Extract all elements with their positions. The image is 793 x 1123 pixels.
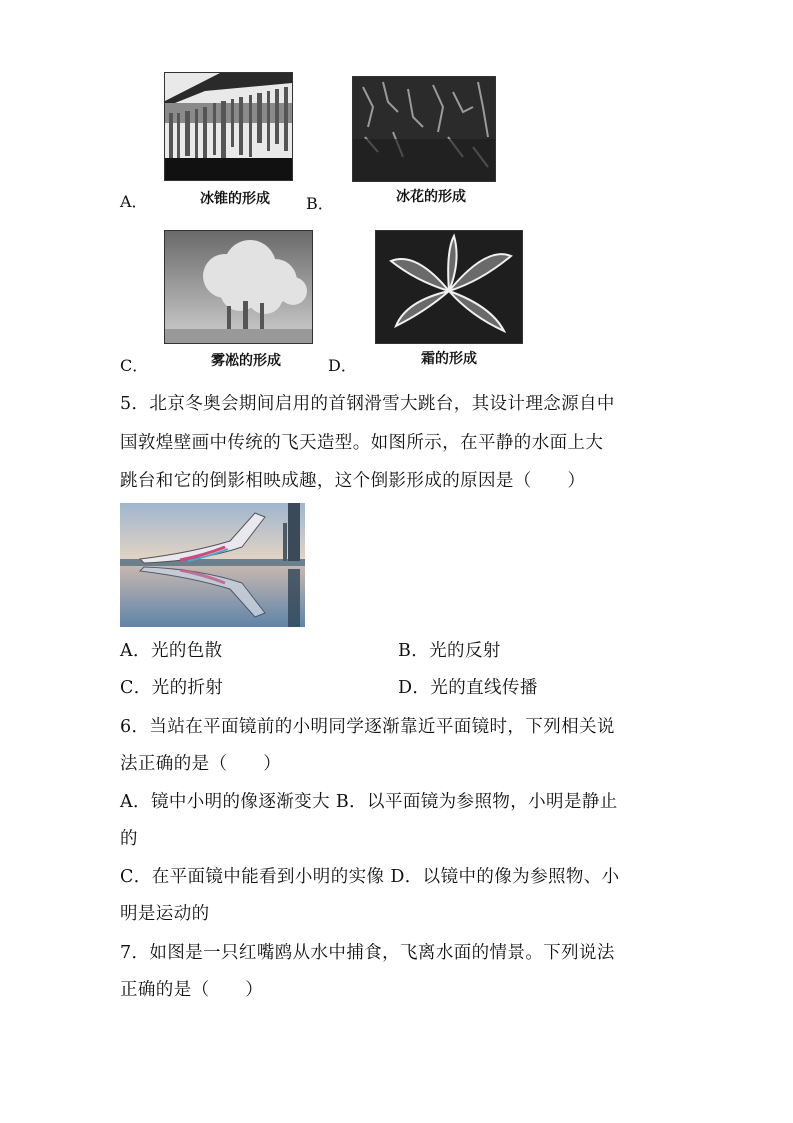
question-5-option-d: D．光的直线传播 (398, 678, 538, 698)
question-5-line-2: 国敦煌壁画中传统的飞天造型。如图所示，在平静的水面上大 (120, 433, 604, 453)
question-6-line-2: 法正确的是（ ） (120, 754, 282, 774)
image-caption-a: 冰锥的形成 (200, 191, 270, 207)
frost-leaf-photo (375, 230, 523, 344)
rime-tree-photo (164, 230, 313, 344)
image-caption-d: 霜的形成 (421, 351, 477, 367)
option-label-b: B． (306, 194, 334, 213)
question-5-line-1: 5．北京冬奥会期间启用的首钢滑雪大跳台，其设计理念源自中 (120, 394, 615, 414)
question-5-option-b: B．光的反射 (398, 641, 501, 661)
question-5-option-a: A．光的色散 (120, 641, 223, 661)
ice-flower-photo (352, 76, 496, 182)
option-label-d: D． (328, 356, 357, 375)
question-7-line-2: 正确的是（ ） (120, 980, 264, 1000)
ski-jump-reflection-photo (120, 503, 305, 627)
question-7-line-1: 7．如图是一只红嘴鸥从水中捕食，飞离水面的情景。下列说法 (120, 943, 615, 963)
question-6-line-6: 明是运动的 (120, 904, 210, 924)
question-5-line-3: 跳台和它的倒影相映成趣，这个倒影形成的原因是（ ） (120, 471, 586, 491)
option-label-c: C． (120, 356, 149, 375)
question-6-line-5: C．在平面镜中能看到小明的实像 D．以镜中的像为参照物、小 (120, 867, 620, 887)
question-5-option-c: C．光的折射 (120, 678, 224, 698)
image-caption-c: 雾凇的形成 (211, 353, 281, 369)
question-6-line-4: 的 (120, 829, 138, 849)
option-label-a: A． (120, 192, 148, 211)
icicles-photo (164, 72, 293, 181)
question-6-line-3: A．镜中小明的像逐渐变大 B．以平面镜为参照物，小明是静止 (120, 792, 618, 812)
image-caption-b: 冰花的形成 (396, 189, 466, 205)
question-6-line-1: 6．当站在平面镜前的小明同学逐渐靠近平面镜时，下列相关说 (120, 717, 615, 737)
